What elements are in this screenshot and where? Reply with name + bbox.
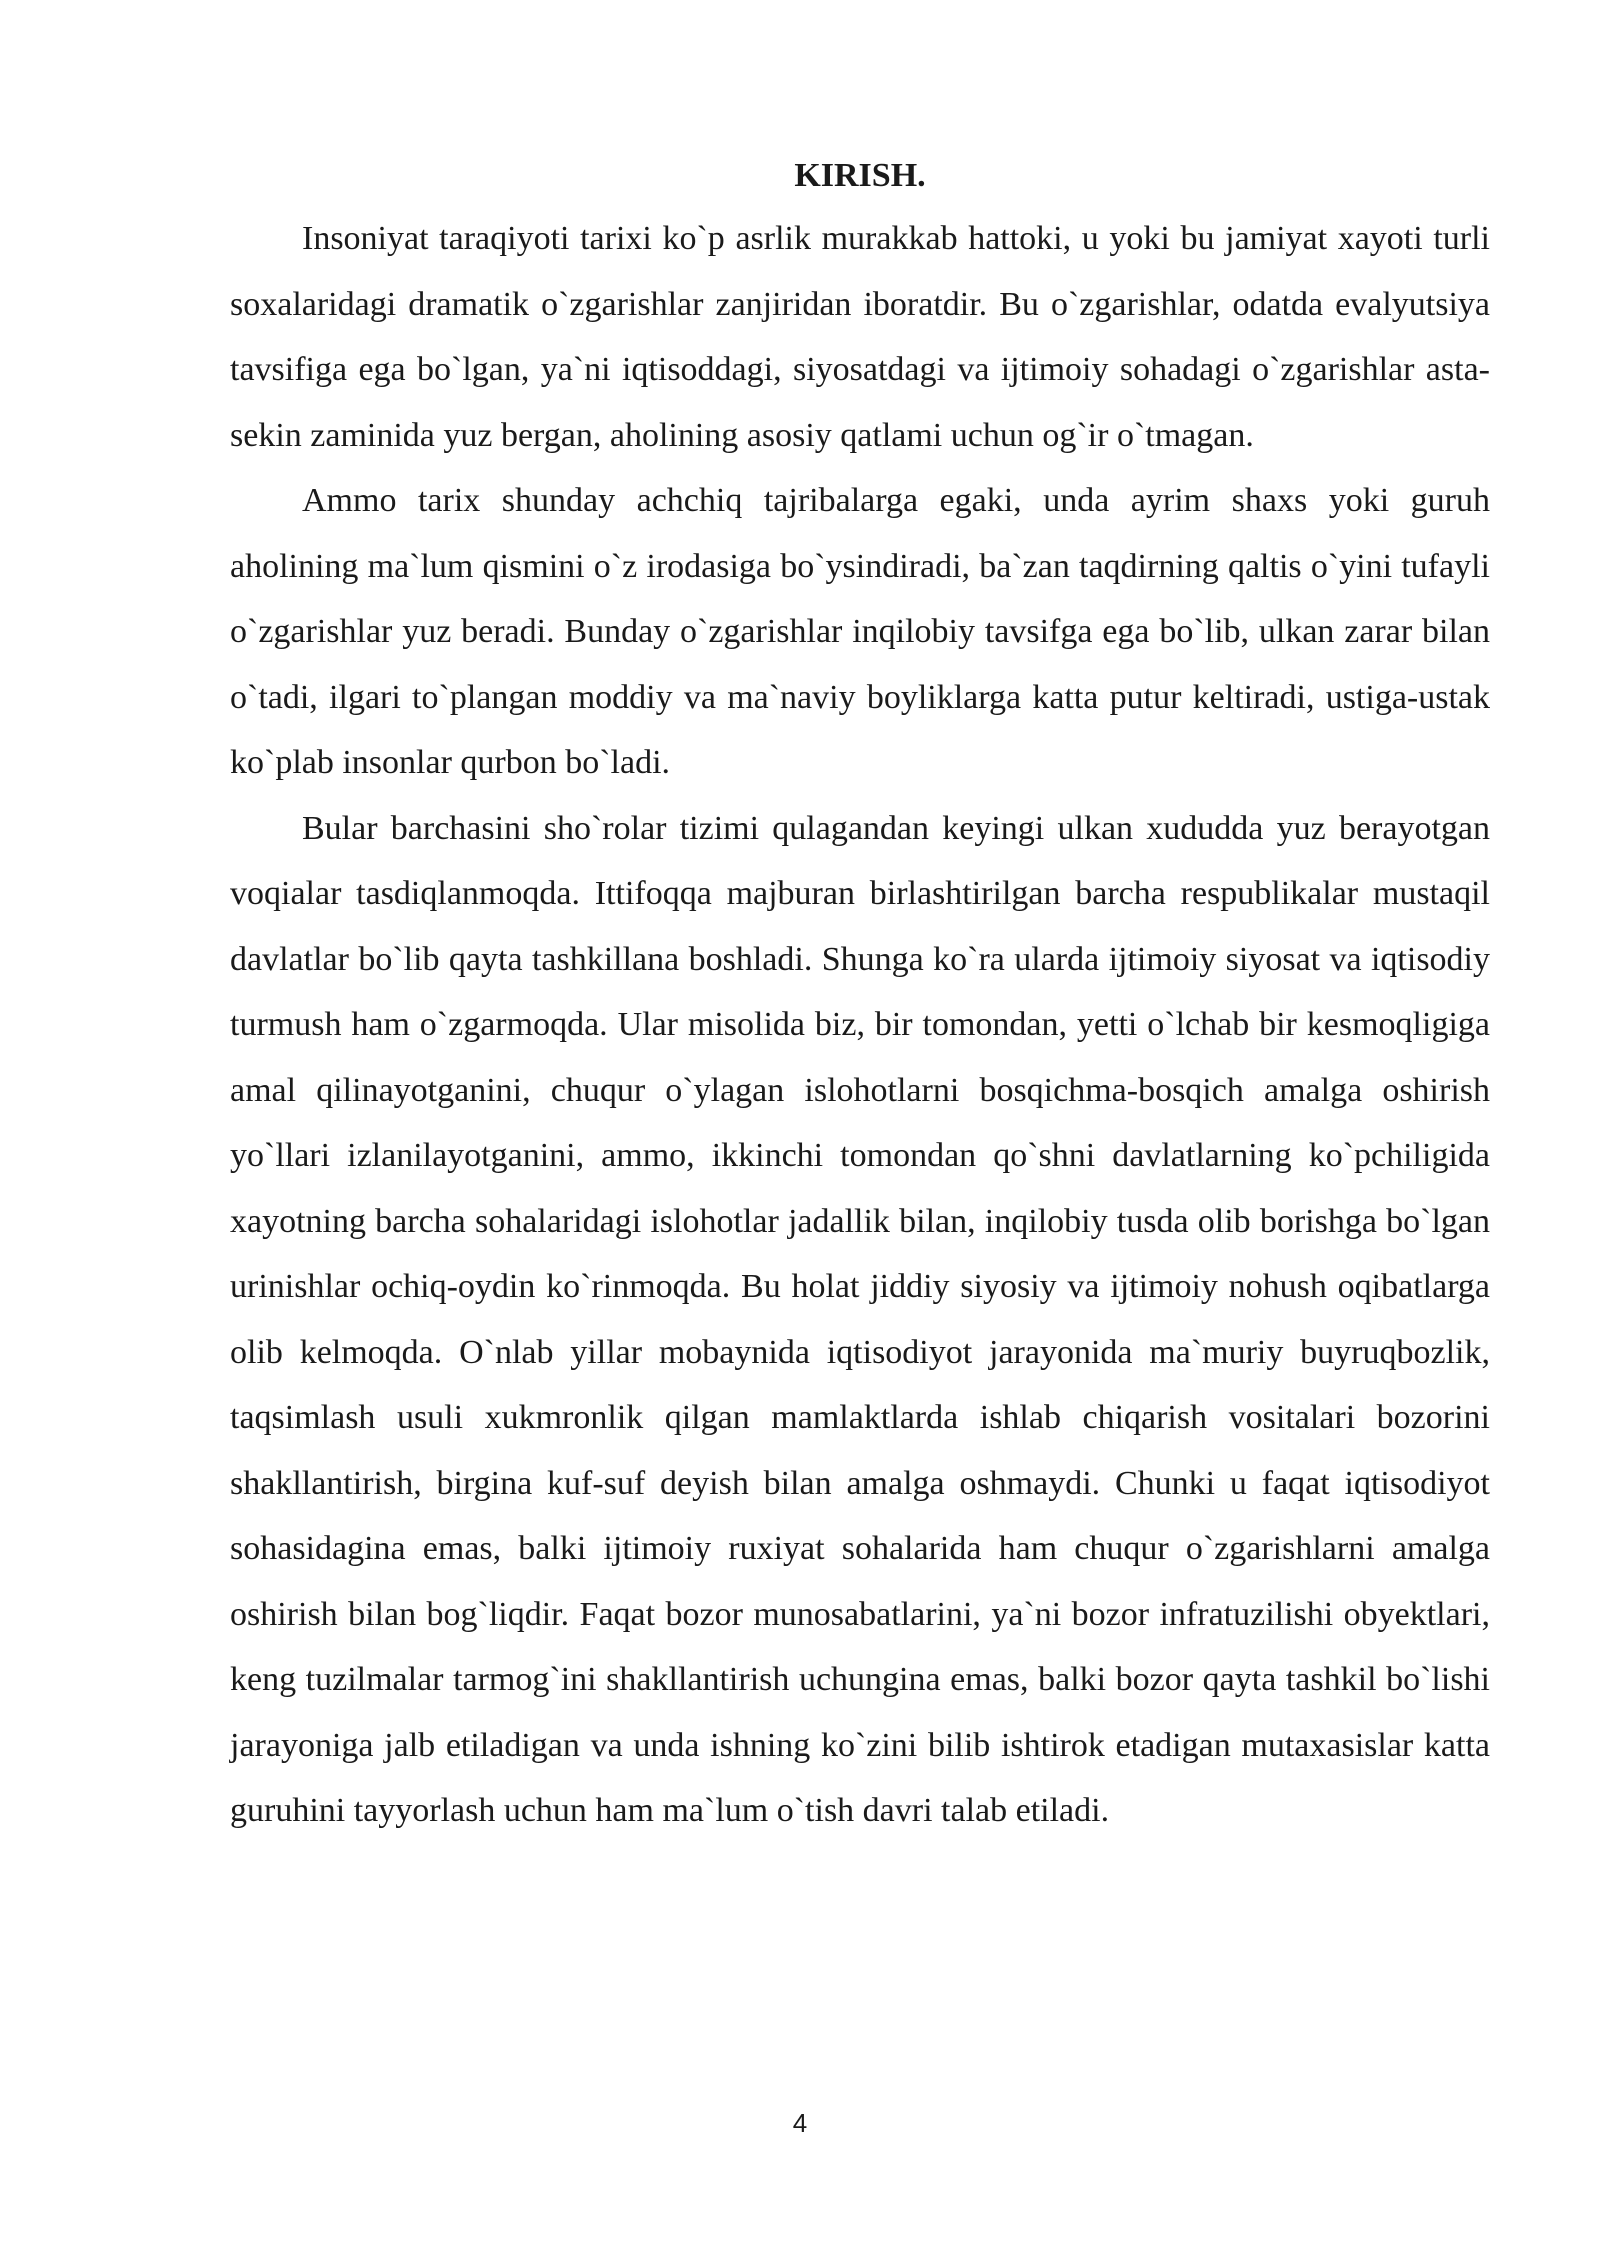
section-heading: KIRISH. [794, 157, 926, 194]
page-number: 4 [792, 2108, 808, 2138]
paragraph-1: Insoniyat taraqiyoti tarixi ko`p asrlik murakkab hattoki, u yoki bu jamiyat xayoti turli soxalaridagi dramatik o`zgarishlar zanjiridan iboratdir. Bu o`zgarishlar, odatda evalyutsiya tavsifiga ega bo`lgan, ya`ni iqtisoddagi, siyosatdagi va ijtimoiy sohadagi o`zgarishlar asta-sekin zaminida yuz bergan, aholining asosiy qatlami uchun og`ir o`tmagan. [230, 220, 1490, 454]
paragraph-2: Ammo tarix shunday achchiq tajribalarga egaki, unda ayrim shaxs yoki guruh aholining ma`lum qismini o`z irodasiga bo`ysindiradi, ba`zan taqdirning qaltis o`yini tufayli o`zgarishlar yuz beradi. Bunday o`zgarishlar inqilobiy tavsifga ega bo`lib, ulkan zarar bilan o`tadi, ilgari to`plangan moddiy va ma`naviy boyliklarga katta putur keltiradi, ustiga-ustak ko`plab insonlar qurbon bo`ladi. [230, 482, 1490, 781]
page-content [230, 150, 1490, 1844]
paragraph-3: Bular barchasini sho`rolar tizimi qulagandan keyingi ulkan xududda yuz berayotgan voqialar tasdiqlanmoqda. Ittifoqqa majburan birlashtirilgan barcha respublikalar mustaqil davlatlar bo`lib qayta tashkillana boshladi. Shunga ko`ra ularda ijtimoiy siyosat va iqtisodiy turmush ham o`zgarmoqda. Ular misolida biz, bir tomondan, yetti o`lchab bir kesmoqligiga amal qilinayotganini, chuqur o`ylagan islohotlarni bosqichma-bosqich amalga oshirish yo`llari izlanilayotganini, ammo, ikkinchi tomondan qo`shni davlatlarning ko`pchiligida xayotning barcha sohalaridagi islohotlar jadallik bilan, inqilobiy tusda olib borishga bo`lgan urinishlar ochiq-oydin ko`rinmoqda. Bu holat jiddiy siyosiy va ijtimoiy nohush oqibatlarga olib kelmoqda. O`nlab yillar mobaynida iqtisodiyot jarayonida ma`muriy buyruqbozlik, taqsimlash usuli xukmronlik qilgan mamlaktlarda ishlab chiqarish vositalari bozorini shakllantirish, birgina kuf-suf deyish bilan amalga oshmaydi. Chunki u faqat iqtisodiyot sohasidagina emas, balki ijtimoiy ruxiyat sohalarida ham chuqur o`zgarishlarni amalga oshirish bilan bog`liqdir. Faqat bozor munosabatlarini, ya`ni bozor infratuzilishi obyektlari, keng tuzilmalar tarmog`ini shakllantirish uchungina emas, balki bozor qayta tashkil bo`lishi jarayoniga jalb etiladigan va unda ishning ko`zini bilib ishtirok etadigan mutaxasislar katta guruhini tayyorlash uchun ham ma`lum o`tish davri talab etiladi. [230, 809, 1490, 1829]
